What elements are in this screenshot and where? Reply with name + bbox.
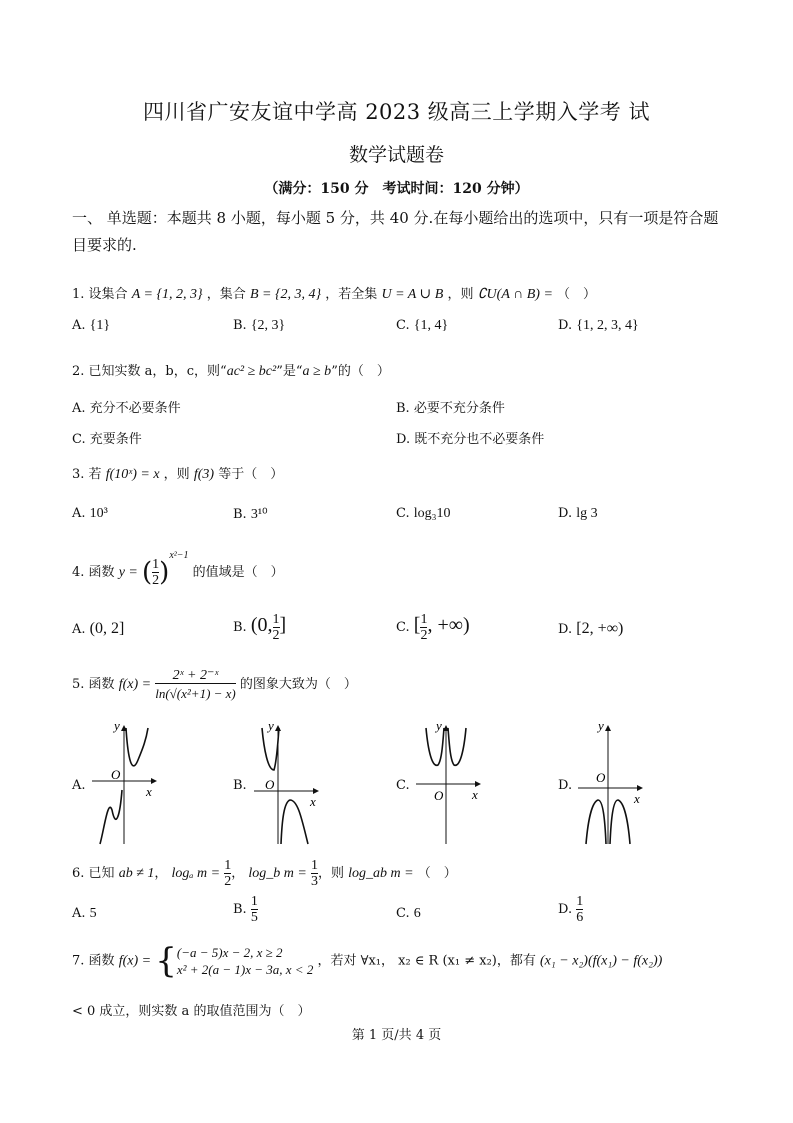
option-4a: A. (0, 2]	[72, 620, 125, 637]
svg-text:y: y	[436, 720, 442, 733]
option-5d-label: D.	[558, 778, 573, 793]
option-2c: C. 充要条件	[72, 432, 142, 447]
option-6b: B. $\frac{1}{5}$	[233, 894, 258, 925]
question-2: 2. 已知实数 a，b，c，则“ac² ≥ bc²”是“a ≥ b”的（ ）	[72, 364, 390, 379]
svg-text:y: y	[268, 720, 274, 733]
section-heading: 一、 单选题：本题共 8 小题，每小题 5 分，共 40 分.在每小题给出的选项中，只有一项是符合题目要求的.	[72, 209, 719, 254]
graph-option-b	[250, 720, 322, 848]
option-2d: D. 既不充分也不必要条件	[396, 432, 545, 447]
page-title: 四川省广安友谊中学高 2023 级高三上学期入学考 试	[143, 100, 650, 124]
question-4: 4. 函数 y = ( $\frac{1}{2}$ )$^{x^2-1}$ 的值域是（ ）	[72, 550, 284, 588]
svg-text:O: O	[596, 770, 606, 785]
option-5c-label: C.	[396, 778, 410, 793]
question-6: 6. 已知 ab ≠ 1， logₐ m = $\frac{1}{2}$ ， log_b m = $\frac{1}{3}$ ，则 log_ab m = （ ）	[72, 858, 457, 889]
graph-option-a	[88, 720, 160, 848]
question-7: 7. 函数 f(x) = { (−a − 5)x − 2, x ≥ 2 x² + 2(a − 1)x − 3a, x < 2 ，若对 ∀x₁， x₂ ∈ R (x₁ ≠ x₂)，都有 (x₁ − x₂)(f(x₁) − f(x₂))	[72, 941, 663, 981]
graph-option-c	[412, 720, 484, 848]
option-1d: D. {1, 2, 3, 4}	[558, 318, 639, 333]
option-5b-label: B.	[233, 778, 247, 793]
page-footer: 第 1 页/共 4 页	[351, 1028, 442, 1043]
option-6d: D. $\frac{1}{6}$	[558, 894, 584, 925]
svg-text:O: O	[111, 767, 121, 782]
option-1a: A. {1}	[72, 318, 111, 333]
svg-text:O: O	[434, 788, 444, 803]
option-1c: C. {1, 4}	[396, 318, 449, 333]
question-7-line2: < 0 成立，则实数 a 的取值范围为（ ）	[72, 1004, 311, 1019]
option-2a: A. 充分不必要条件	[72, 401, 181, 416]
svg-text:x: x	[472, 787, 478, 802]
option-4d: D. [2, +∞)	[558, 620, 624, 637]
option-6c: C. 6	[396, 906, 421, 921]
svg-text:y: y	[114, 720, 120, 733]
question-1: 1. 设集合 A = {1, 2, 3} ，集合 B = {2, 3, 4} ，若全集 U = A ∪ B ，则 ∁U(A ∩ B) = （ ）	[72, 287, 597, 302]
exam-meta: （满分：150 分 考试时间：120 分钟）	[264, 181, 529, 197]
option-3c: C. log₃10	[396, 506, 451, 521]
page-subtitle: 数学试题卷	[348, 144, 444, 166]
option-4c: C. [ $\frac{1}{2}$ , +∞)	[396, 612, 470, 643]
svg-text:y: y	[598, 720, 604, 733]
option-1b: B. {2, 3}	[233, 318, 286, 333]
svg-text:x: x	[310, 794, 316, 809]
svg-text:x: x	[146, 784, 152, 799]
option-3d: D. lg 3	[558, 506, 598, 521]
svg-text:O: O	[265, 777, 275, 792]
option-4b: B. (0, $\frac{1}{2}$ ]	[233, 612, 287, 643]
question-3: 3. 若 f(10ˣ) = x ，则 f(3) 等于（ ）	[72, 467, 284, 482]
option-5a-label: A.	[72, 778, 86, 793]
option-6a: A. 5	[72, 906, 97, 921]
graph-option-d	[574, 720, 646, 848]
svg-text:x: x	[634, 791, 640, 806]
option-2b: B. 必要不充分条件	[396, 401, 505, 416]
option-3b: B. 3¹⁰	[233, 507, 268, 522]
option-3a: A. 10³	[72, 506, 108, 521]
question-5: 5. 函数 f(x) = $\frac{\text{2ˣ + 2⁻ˣ}}{\text{ln(√(x²+1) − x)}}$ 的图象大致为（ ）	[72, 668, 357, 701]
